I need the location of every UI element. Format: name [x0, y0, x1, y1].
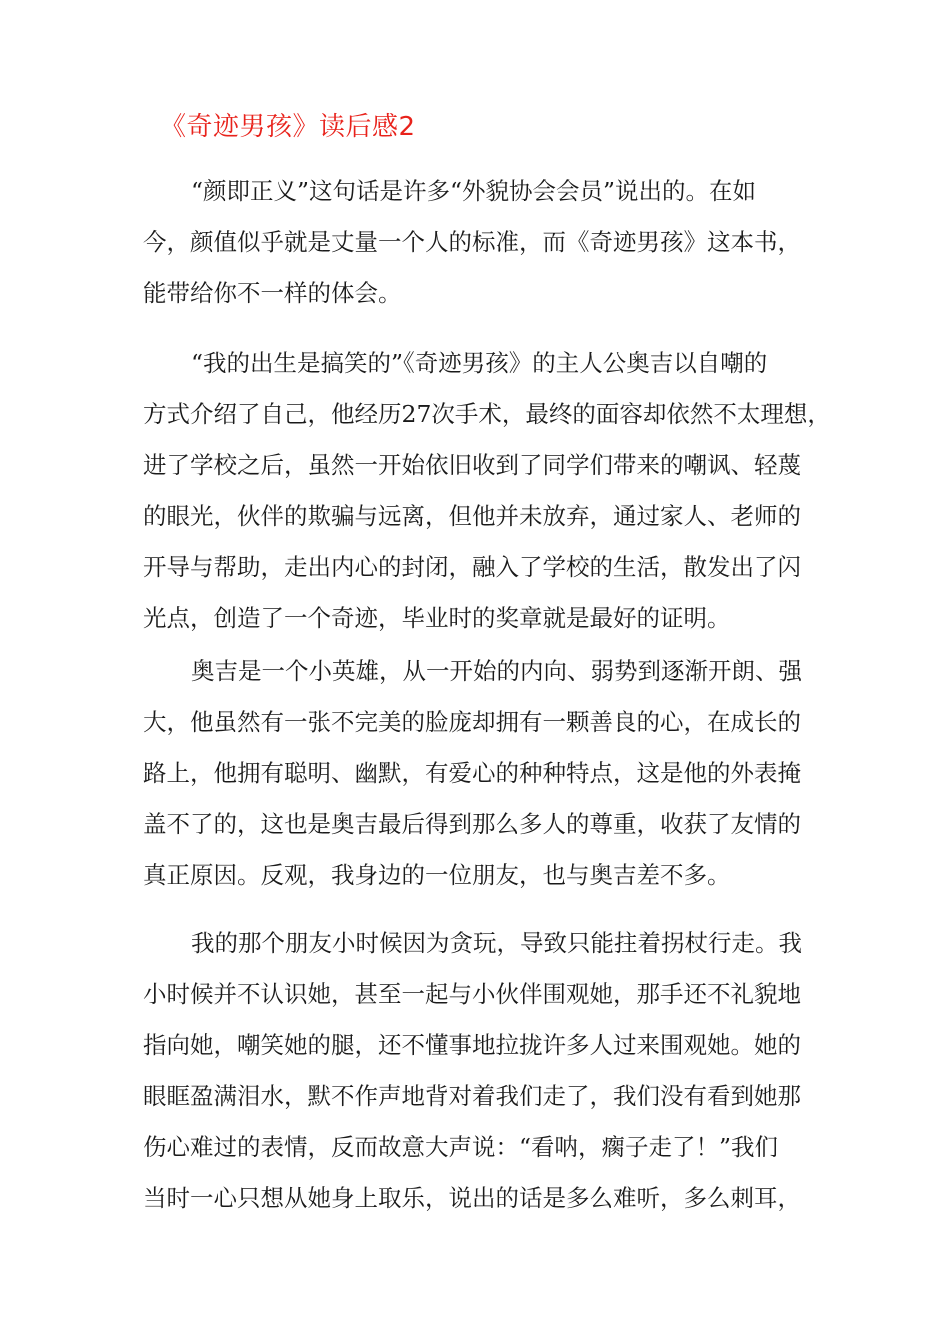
paragraph-line: 的眼光，伙伴的欺骗与远离，但他并未放弃，通过家人、老师的	[143, 502, 801, 530]
paragraph-line: 路上，他拥有聪明、幽默，有爱心的种种特点，这是他的外表掩	[143, 759, 801, 787]
paragraph-line: 指向她，嘲笑她的腿，还不懂事地拉拢许多人过来围观她。她的	[143, 1031, 801, 1059]
paragraph-line: 小时候并不认识她，甚至一起与小伙伴围观她，那手还不礼貌地	[143, 980, 801, 1008]
paragraph-line: 真正原因。反观，我身边的一位朋友，也与奥吉差不多。	[143, 861, 731, 889]
paragraph-line: 方式介绍了自己，他经历27次手术，最终的面容却依然不太理想，	[143, 400, 831, 428]
paragraph-line: 盖不了的，这也是奥吉最后得到那么多人的尊重，收获了友情的	[143, 810, 801, 838]
paragraph-line: 开导与帮助，走出内心的封闭，融入了学校的生活，散发出了闪	[143, 553, 801, 581]
paragraph-line: 今，颜值似乎就是丈量一个人的标准，而《奇迹男孩》这本书，	[143, 228, 801, 256]
paragraph-line: 当时一心只想从她身上取乐，说出的话是多么难听，多么刺耳，	[143, 1184, 801, 1212]
document-title: 《奇迹男孩》读后感2	[160, 112, 416, 142]
paragraph-line: 奥吉是一个小英雄，从一开始的内向、弱势到逐渐开朗、强	[191, 657, 802, 685]
paragraph-line: 伤心难过的表情，反而故意大声说：“看呐，瘸子走了！”我们	[143, 1133, 779, 1161]
paragraph-line: 眼眶盈满泪水，默不作声地背对着我们走了，我们没有看到她那	[143, 1082, 801, 1110]
paragraph-2	[143, 338, 831, 644]
paragraph-line: “我的出生是搞笑的”《奇迹男孩》的主人公奥吉以自嘲的	[191, 349, 768, 377]
paragraph-line: 进了学校之后，虽然一开始依旧收到了同学们带来的嘲讽、轻蔑	[143, 451, 801, 479]
paragraph-line: “颜即正义”这句话是许多“外貌协会会员”说出的。在如	[191, 177, 757, 205]
paragraph-3	[143, 646, 815, 901]
paragraph-1	[143, 166, 815, 319]
paragraph-line: 光点，创造了一个奇迹，毕业时的奖章就是最好的证明。	[143, 604, 731, 632]
paragraph-4	[143, 918, 815, 1224]
paragraph-line: 大，他虽然有一张不完美的脸庞却拥有一颗善良的心，在成长的	[143, 708, 801, 736]
paragraph-line: 我的那个朋友小时候因为贪玩，导致只能拄着拐杖行走。我	[191, 929, 802, 957]
paragraph-line: 能带给你不一样的体会。	[143, 279, 402, 307]
